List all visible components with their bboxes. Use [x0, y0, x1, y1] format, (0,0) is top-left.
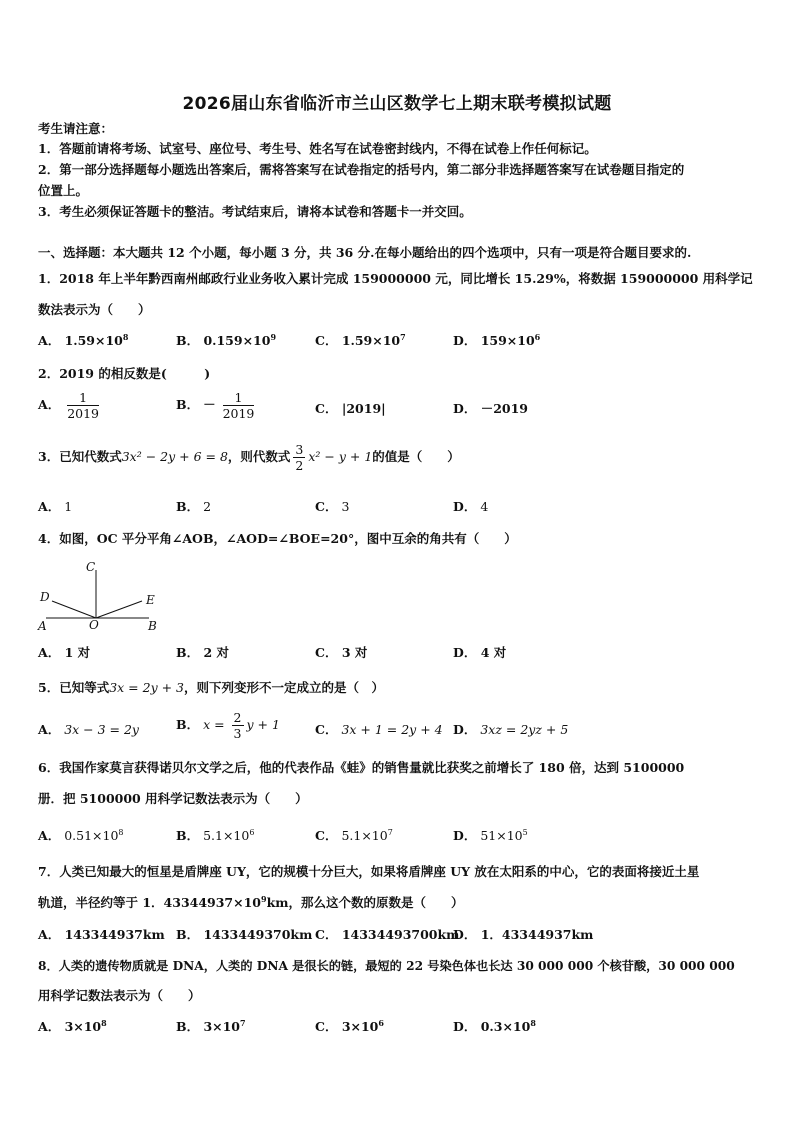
- label-d: D: [40, 590, 50, 604]
- q4-option-b[interactable]: B． 2 对: [176, 645, 229, 660]
- q4-angle-figure: [36, 558, 166, 634]
- q7-stem-line1: 7．人类已知最大的恒星是盾牌座 UY，它的规模十分巨大，如果将盾牌座 UY 放在太阳系的中心，它的表面将接近土星: [38, 864, 700, 879]
- q5-option-d[interactable]: D． 3xz = 2yz + 5: [453, 722, 569, 737]
- label-b: B: [148, 619, 157, 633]
- q1-option-b[interactable]: B． $0.159\times 10^9$: [176, 332, 277, 348]
- q7-option-c[interactable]: C． 14334493700km: [315, 927, 460, 942]
- q2-option-a[interactable]: A． $\frac{1}{2019}$: [38, 390, 99, 421]
- q2-option-c[interactable]: C． |2019|: [315, 401, 386, 416]
- q7-option-a[interactable]: A． 143344937km: [38, 927, 165, 942]
- q8-option-d[interactable]: D． $0.3\times 10^8$: [453, 1018, 536, 1034]
- q8-stem-line1: 8．人类的遗传物质就是 DNA，人类的 DNA 是很长的链，最短的 22 号染色体也长达 30 000 000 个核苷酸，30 000 000: [38, 959, 735, 973]
- ray-od: [52, 601, 96, 618]
- q1-option-c[interactable]: C． $1.59\times 10^7$: [315, 332, 406, 348]
- q6-stem-line2: 册．把 5100000 用科学记数法表示为（ ）: [38, 791, 308, 806]
- q2-option-b[interactable]: B． － $\frac{1}{2019}$: [176, 390, 255, 421]
- q6-option-b[interactable]: B． $5.1\times 10^6$: [176, 828, 255, 843]
- q6-option-c[interactable]: C． $5.1\times 10^7$: [315, 828, 393, 843]
- label-o: O: [89, 618, 99, 632]
- q5-option-c[interactable]: C． 3x + 1 = 2y + 4: [315, 722, 443, 737]
- q4-option-d[interactable]: D． 4 对: [453, 645, 507, 660]
- q2-b-fraction: $\frac{1}{2019}$: [222, 390, 255, 421]
- q2-option-d[interactable]: D． －2019: [453, 401, 528, 416]
- notice-item-2-cont: 位置上。: [38, 183, 89, 198]
- q2-a-fraction: $\frac{1}{2019}$: [67, 390, 99, 421]
- q1-option-a[interactable]: A． $1.59\times 10^8$: [38, 332, 129, 348]
- q5-option-a[interactable]: A． 3x − 3 = 2y: [38, 722, 139, 737]
- label-e: E: [146, 593, 155, 607]
- q3-stem: 3．已知代数式3x² − 2y + 6 = 8，则代数式 $\frac{3}{2}$ x² − y + 1的值是（ ）: [38, 442, 460, 473]
- ray-oe: [96, 601, 142, 618]
- label-a: A: [38, 619, 47, 633]
- q1-stem-line1: 1．2018 年上半年黔西南州邮政行业业务收入累计完成 159000000 元，同比增长 15.29%，将数据 159000000 用科学记: [38, 271, 753, 286]
- q6-stem-line1: 6．我国作家莫言获得诺贝尔文学之后，他的代表作品《蛙》的销售量就比获奖之前增长了 180 倍，达到 5100000: [38, 760, 685, 775]
- q3-option-c[interactable]: C． 3: [315, 499, 350, 514]
- section-heading: 一、选择题：本大题共 12 个小题，每小题 3 分，共 36 分.在每小题给出的四个选项中，只有一项是符合题目要求的.: [38, 245, 692, 260]
- label-c: C: [86, 560, 96, 574]
- q1-option-d[interactable]: D． $159\times 10^6$: [453, 332, 541, 348]
- q8-option-b[interactable]: B． $3\times 10^7$: [176, 1018, 246, 1034]
- q8-option-a[interactable]: A． $3\times 10^8$: [38, 1018, 107, 1034]
- q2-stem: 2．2019 的相反数是( ): [38, 366, 211, 381]
- page-title: 2026届山东省临沂市兰山区数学七上期末联考模拟试题: [182, 94, 612, 114]
- q8-stem-line2: 用科学记数法表示为（ ）: [38, 988, 201, 1003]
- q5-option-b[interactable]: B． x = $\frac{2}{3}$ y + 1: [176, 710, 280, 741]
- q4-stem: 4．如图，OC 平分平角∠AOB，∠AOD=∠BOE=20°，图中互余的角共有（ ）: [38, 531, 517, 546]
- notice-heading: 考生请注意：: [38, 121, 114, 136]
- q1-stem-line2: 数法表示为（ ）: [38, 302, 151, 317]
- q7-option-b[interactable]: B． 1433449370km: [176, 927, 313, 942]
- q3-option-a[interactable]: A． 1: [38, 499, 73, 514]
- q3-option-b[interactable]: B． 2: [176, 499, 212, 514]
- q8-option-c[interactable]: C． $3\times 10^6$: [315, 1018, 384, 1034]
- q6-option-a[interactable]: A． $0.51\times 10^8$: [38, 828, 124, 843]
- notice-item-2: 2．第一部分选择题每小题选出答案后，需将答案写在试卷指定的括号内，第二部分非选择题答案写在试卷题目指定的: [38, 162, 685, 177]
- q3-fraction: $\frac{3}{2}$: [295, 442, 304, 473]
- q6-option-d[interactable]: D． $51\times 10^5$: [453, 828, 528, 843]
- q4-option-a[interactable]: A． 1 对: [38, 645, 91, 660]
- q7-stem-line2: 轨道，半径约等于 1．$43344937\times 10^9km$，那么这个数的原数是（ ）: [38, 894, 464, 910]
- notice-item-3: 3．考生必须保证答题卡的整洁。考试结束后，请将本试卷和答题卡一并交回。: [38, 204, 472, 219]
- notice-item-1: 1．答题前请将考场、试室号、座位号、考生号、姓名写在试卷密封线内，不得在试卷上作任何标记。: [38, 141, 597, 156]
- q7-option-d[interactable]: D． 1．43344937km: [453, 927, 594, 942]
- q5-stem: 5．已知等式3x = 2y + 3，则下列变形不一定成立的是（ ）: [38, 680, 385, 695]
- q5-b-fraction: $\frac{2}{3}$: [233, 710, 242, 741]
- q4-option-c[interactable]: C． 3 对: [315, 645, 368, 660]
- q3-option-d[interactable]: D． 4: [453, 499, 489, 514]
